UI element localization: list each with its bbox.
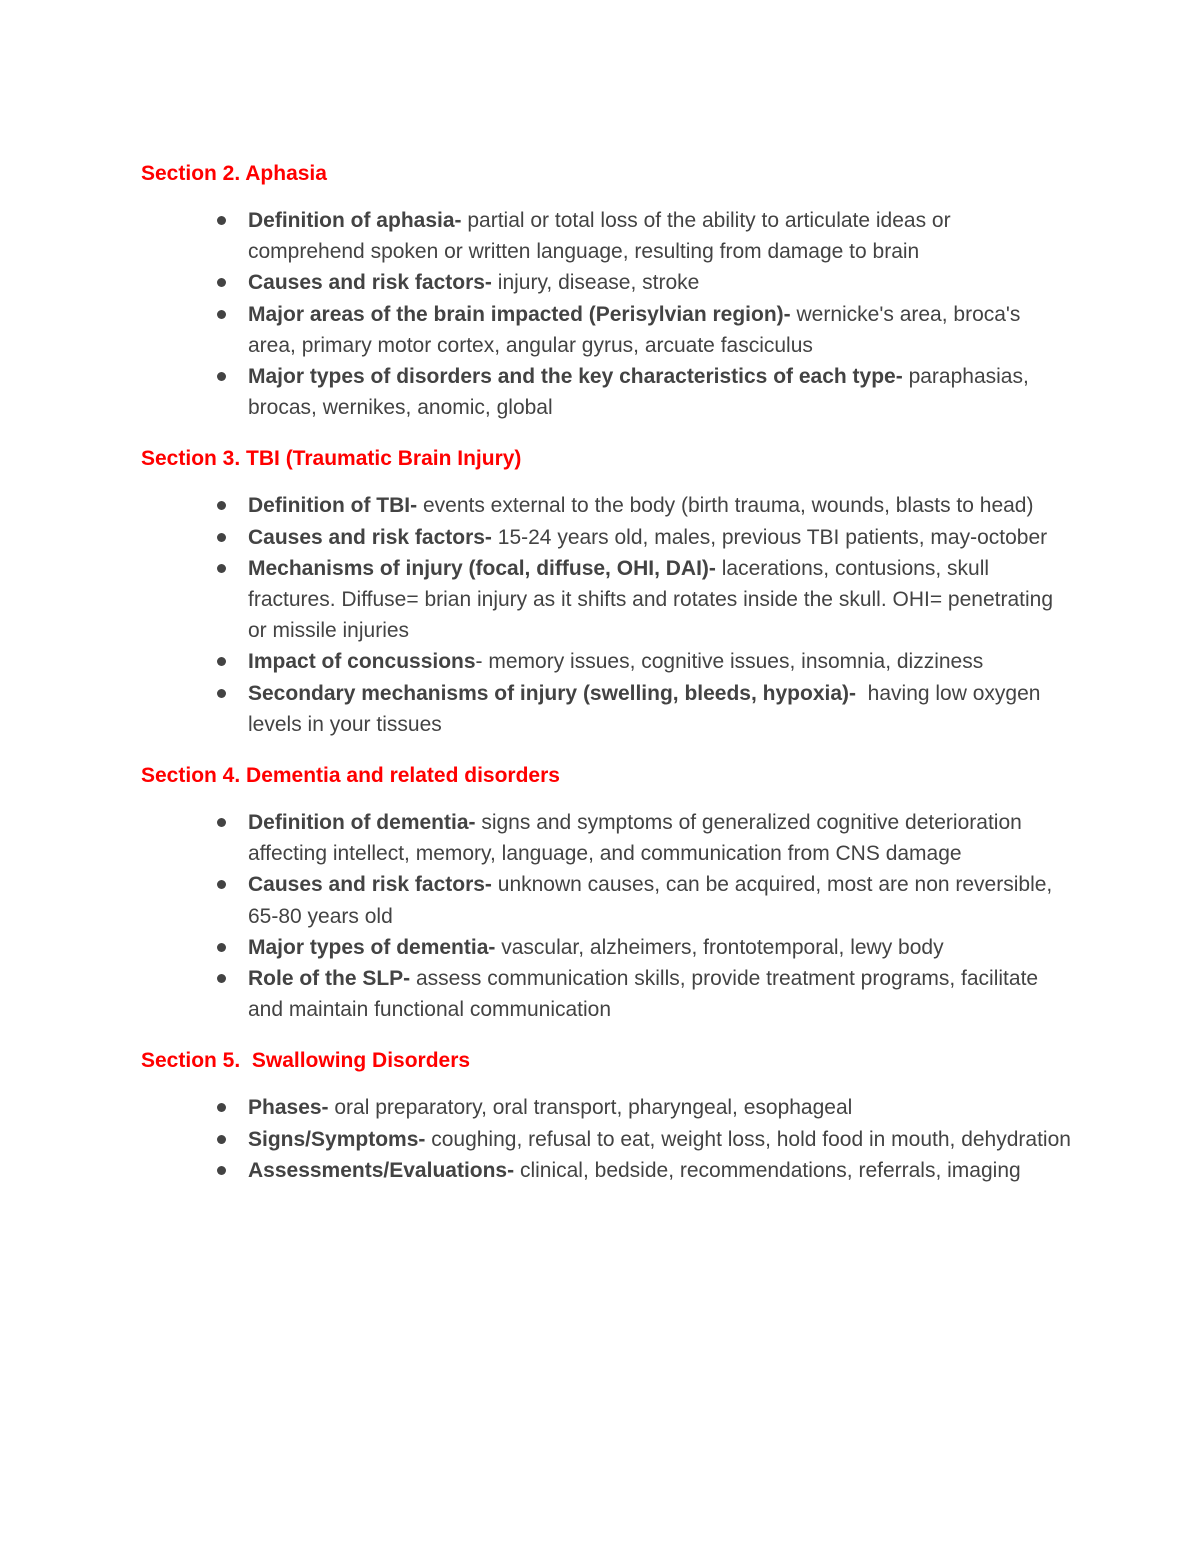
bullet-list xyxy=(141,1092,1071,1186)
list-item xyxy=(141,1124,1071,1155)
item-description: unknown causes, can be acquired, most are non reversible, 65-80 years old xyxy=(248,873,1059,928)
bullet-dot-icon xyxy=(217,372,226,381)
item-description: coughing, refusal to eat, weight loss, hold food in mouth, dehydration xyxy=(425,1127,1071,1151)
section-heading: Section 4. Dementia and related disorders xyxy=(141,764,560,788)
item-description: vascular, alzheimers, frontotemporal, lewy body xyxy=(495,935,944,959)
item-term: Major types of dementia- xyxy=(248,935,496,959)
list-item xyxy=(141,490,1071,521)
bullet-dot-icon xyxy=(217,880,226,889)
list-item xyxy=(141,299,1071,361)
item-term: Role of the SLP- xyxy=(248,967,411,991)
bullet-list xyxy=(141,807,1071,1025)
item-description: oral preparatory, oral transport, pharyngeal, esophageal xyxy=(328,1096,853,1120)
item-term: Definition of TBI- xyxy=(248,494,418,518)
item-description: assess communication skills, provide treatment programs, facilitate and maintain functional communication xyxy=(248,967,1044,1022)
item-term: Causes and risk factors- xyxy=(248,525,492,549)
item-description: events external to the body (birth trauma, wounds, blasts to head) xyxy=(417,494,1034,518)
item-description: partial or total loss of the ability to articulate ideas or comprehend spoken or written language, resulting from damage to brain xyxy=(248,209,957,264)
list-item xyxy=(141,361,1071,423)
item-term: Phases- xyxy=(248,1096,329,1120)
section-tbi xyxy=(141,443,1071,740)
list-item xyxy=(141,807,1071,869)
list-item xyxy=(141,963,1071,1025)
bullet-dot-icon xyxy=(217,657,226,666)
section-heading: Section 3. TBI (Traumatic Brain Injury) xyxy=(141,447,522,471)
item-description: wernicke's area, broca's area, primary motor cortex, angular gyrus, arcuate fasciculus xyxy=(248,302,1027,357)
bullet-dot-icon xyxy=(217,1103,226,1112)
bullet-dot-icon xyxy=(217,564,226,573)
item-description: signs and symptoms of generalized cognitive deterioration affecting intellect, memory, language, and communication from CNS damage xyxy=(248,811,1028,866)
list-item xyxy=(141,553,1071,647)
bullet-list xyxy=(141,205,1071,423)
bullet-dot-icon xyxy=(217,974,226,983)
section-heading: Section 5. Swallowing Disorders xyxy=(141,1049,471,1073)
bullet-dot-icon xyxy=(217,818,226,827)
item-description: clinical, bedside, recommendations, referrals, imaging xyxy=(514,1158,1021,1182)
bullet-list xyxy=(141,490,1071,740)
bullet-dot-icon xyxy=(217,1166,226,1175)
section-swallowing xyxy=(141,1045,1071,1186)
list-item xyxy=(141,1092,1071,1123)
item-description: - memory issues, cognitive issues, insomnia, dizziness xyxy=(475,650,984,674)
list-item xyxy=(141,205,1071,267)
item-term: Major types of disorders and the key characteristics of each type- xyxy=(248,365,903,389)
document-page xyxy=(141,158,1071,1186)
bullet-dot-icon xyxy=(217,533,226,542)
item-term: Impact of concussions xyxy=(248,650,476,674)
item-term: Mechanisms of injury (focal, diffuse, OHI, DAI)- xyxy=(248,556,716,580)
item-description: having low oxygen levels in your tissues xyxy=(248,681,1047,736)
bullet-dot-icon xyxy=(217,310,226,319)
bullet-dot-icon xyxy=(217,943,226,952)
list-item xyxy=(141,678,1071,740)
item-description: paraphasias, brocas, wernikes, anomic, global xyxy=(248,365,1035,420)
list-item xyxy=(141,646,1071,677)
item-description: injury, disease, stroke xyxy=(491,271,700,295)
list-item xyxy=(141,267,1071,298)
item-term: Assessments/Evaluations- xyxy=(248,1158,515,1182)
item-description: lacerations, contusions, skull fractures. Diffuse= brian injury as it shifts and rotates inside the skull. OHI= penetrating or missile injuries xyxy=(248,556,1059,643)
list-item xyxy=(141,932,1071,963)
section-dementia xyxy=(141,760,1071,1025)
bullet-dot-icon xyxy=(217,501,226,510)
bullet-dot-icon xyxy=(217,1135,226,1144)
item-term: Major areas of the brain impacted (Perisylvian region)- xyxy=(248,302,791,326)
item-term: Causes and risk factors- xyxy=(248,271,492,295)
item-term: Signs/Symptoms- xyxy=(248,1127,426,1151)
item-term: Definition of dementia- xyxy=(248,811,476,835)
bullet-dot-icon xyxy=(217,278,226,287)
section-heading: Section 2. Aphasia xyxy=(141,162,327,185)
item-term: Definition of aphasia- xyxy=(248,209,462,232)
item-description: 15-24 years old, males, previous TBI patients, may-october xyxy=(491,525,1048,549)
bullet-dot-icon xyxy=(217,689,226,698)
list-item xyxy=(141,1155,1071,1186)
list-item xyxy=(141,522,1071,553)
item-term: Causes and risk factors- xyxy=(248,873,492,897)
list-item xyxy=(141,869,1071,931)
item-term: Secondary mechanisms of injury (swelling, bleeds, hypoxia)- xyxy=(248,681,856,705)
bullet-dot-icon xyxy=(217,216,226,225)
section-aphasia xyxy=(141,158,1071,423)
